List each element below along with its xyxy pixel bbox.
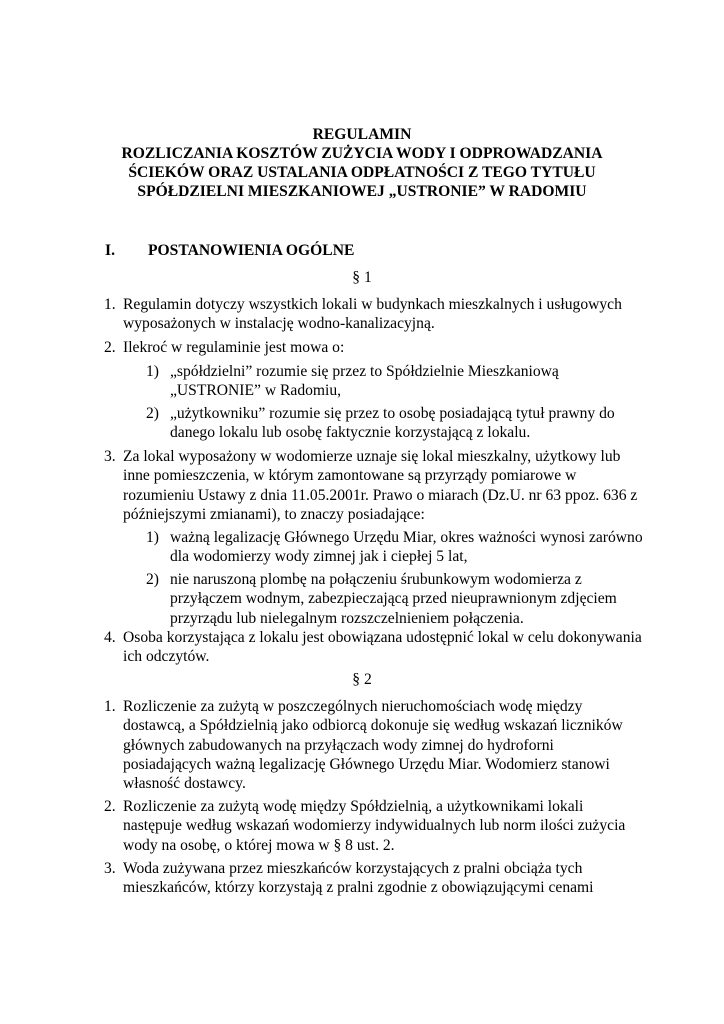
title-line: ROZLICZANIA KOSZTÓW ZUŻYCIA WODY I ODPROWADZANIA [121, 145, 603, 162]
sub-item-line: „spółdzielni” rozumie się przez to Spółdzielnie Mieszkaniową [170, 363, 559, 380]
paragraph-label: § 2 [352, 671, 372, 688]
sub-item-line: przyrządu lub nielegalnym rozszczelnieniem połączenia. [170, 609, 524, 627]
sub-item-line: „USTRONIE” w Radomiu, [170, 382, 342, 400]
item-line: Za lokal wyposażony w wodomierze uznaje się lokal mieszkalny, użytkowy lub [123, 448, 621, 465]
item-number: 3. [104, 448, 116, 465]
sub-item-line: przyłączem wodnym, zabezpieczającą przed nieuprawnionym zdjęciem [170, 590, 617, 608]
item-line: Regulamin dotyczy wszystkich lokali w budynkach mieszkalnych i usługowych [123, 296, 622, 313]
sub-item-line: danego lokalu lub osobę faktycznie korzystającą z lokalu. [170, 424, 531, 442]
sub-item-line: dla wodomierzy wody zimnej jak i ciepłej 5 lat, [170, 548, 468, 566]
item-line: następuje według wskazań wodomierzy indywidualnych lub norm ilości zużycia [123, 817, 626, 835]
item-number: 1. [104, 296, 116, 313]
item-line: ich odczytów. [123, 648, 210, 666]
item-number: 1. [104, 698, 116, 715]
document-title [0, 125, 724, 201]
list-item [104, 697, 664, 793]
sub-item-line: ważną legalizację Głównego Urzędu Miar, okres ważności wynosi zarówno [170, 529, 643, 546]
item-number: 2. [104, 339, 116, 356]
sub-list-item [146, 570, 664, 628]
item-line: głównych zabudowanych na przyłączach wody zimnej do hydroforni [123, 736, 554, 754]
item-line: mieszkańców, którzy korzystają z pralni zgodnie z obowiązującymi cenami [123, 879, 594, 897]
sub-item-number: 1) [146, 363, 159, 380]
list-item [104, 447, 664, 524]
sub-item-number: 1) [146, 529, 159, 546]
item-line: Osoba korzystająca z lokalu jest obowiązana udostępnić lokal w celu dokonywania [123, 629, 642, 646]
item-number: 3. [104, 860, 116, 877]
sub-list-item [146, 362, 664, 401]
paragraph-label: § 1 [352, 269, 372, 286]
item-line: wyposażonych w instalację wodno-kanalizacyjną. [123, 315, 435, 333]
item-line: własność dostawcy. [123, 775, 246, 793]
section-title: POSTANOWIENIA OGÓLNE [148, 242, 355, 259]
title-line: REGULAMIN [312, 126, 412, 143]
section-heading [105, 241, 354, 260]
item-line: wody na osobę, o której mowa w § 8 ust. 2. [123, 836, 395, 854]
sub-item-line: nie naruszoną plombę na połączeniu śrubunkowym wodomierza z [170, 571, 582, 588]
section-number: I. [105, 242, 115, 259]
item-number: 2. [104, 798, 116, 815]
list-item [104, 797, 664, 855]
sub-list-item [146, 528, 664, 567]
sub-item-number: 2) [146, 571, 159, 588]
item-line: Ilekroć w regulaminie jest mowa o: [123, 339, 345, 356]
list-item [104, 859, 664, 898]
title-line: SPÓŁDZIELNI MIESZKANIOWEJ „USTRONIE” W RADOMIU [137, 183, 587, 200]
item-line: Woda zużywana przez mieszkańców korzystających z pralni obciąża tych [123, 860, 583, 877]
item-line: późniejszymi zmianami), to znaczy posiadające: [123, 505, 425, 523]
item-line: posiadających ważną legalizację Głównego Urzędu Miar. Wodomierz stanowi [123, 755, 610, 773]
item-line: rozumieniu Ustawy z dnia 11.05.2001r. Prawo o miarach (Dz.U. nr 63 ppoz. 636 z [123, 486, 638, 504]
item-line: dostawcą, a Spółdzielnią jako odbiorcą dokonuje się według wskazań liczników [123, 717, 623, 735]
sub-list-item [146, 404, 664, 443]
sub-item-number: 2) [146, 405, 159, 422]
list-item [104, 338, 664, 357]
list-item [104, 628, 664, 667]
item-line: Rozliczenie za zużytą w poszczególnych nieruchomościach wodę między [123, 698, 583, 715]
sub-item-line: „użytkowniku” rozumie się przez to osobę posiadającą tytuł prawny do [170, 405, 615, 422]
title-line: ŚCIEKÓW ORAZ USTALANIA ODPŁATNOŚCI Z TEGO TYTUŁU [128, 164, 596, 181]
item-line: inne pomieszczenia, w którym zamontowane są przyrządy pomiarowe w [123, 467, 577, 485]
list-item [104, 295, 664, 334]
item-line: Rozliczenie za zużytą wodę między Spółdzielnią, a użytkownikami lokali [123, 798, 584, 815]
item-number: 4. [104, 629, 116, 646]
